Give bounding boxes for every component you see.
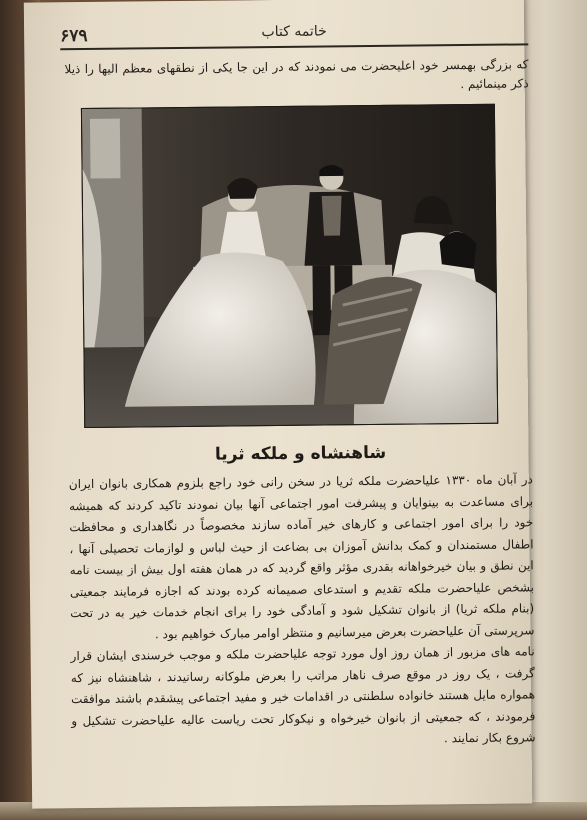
running-title: خاتمه کتاب [261, 23, 327, 41]
book-page [24, 0, 536, 809]
intro-text [64, 55, 528, 98]
body-paragraph-2: نامه های مزبور از همان روز اول مورد توجه علیاحضرت ملکه و موجب خرسندی ایشان قرار گرفت ، یک روز در موقع صرف ناهار مراتب را بعرض ملوکانه رسانیدند ، شاهنشاه نیز که همواره مایل هستند خانواده سلطنتی در اقدامات خیر و مفید اجتماعی پیشقدم باشند موافقت فرمودند ، که جمعیتی از بانوان خیرخواه و نیکوکار تحت ریاست عالیه علیاحضرت تشکیل و شروع بکار نمایند . [70, 644, 536, 746]
body-text [69, 469, 536, 753]
photo-caption: شاهنشاه و ملکه ثریا [214, 442, 387, 465]
photograph [81, 104, 498, 428]
photo-image-icon [82, 105, 497, 427]
body-paragraph-1: در آبان ماه ۱۳۳۰ علیاحضرت ملکه ثریا در سخن رانی خود راجع بلزوم همکاری بانوان ایران برای مساعدت به بینوایان و پیشرفت امور اجتماعی آنها بیان نمودند تاکید کردند که همیشه خود را برای امور اجتماعی و کارهای خیر آماده سازند مخصوصاً در نگاهداری و محافظت اطفال مستمندان و کمک بدانش آموزان بی بضاعت از حیث لباس و لوازمات تحصیلی آنها ، این نطق و بیان خیرخواهانه بقدری مؤثر واقع گردید که در همان هفته اول بیش از بیست نامه بشخص علیاحضرت ملکه تقدیم و استدعای صمیمانه کرده بودند که اجازه فرمایند جمعیتی (بنام ملکه ثریا) از بانوان تشکیل شود و آمادگی خود را برای انجام خدمات خیر به در تحت سرپرستی آن علیاحضرت بعرض میرسانیم و منتظر اوامر مبارک خواهیم بود . [68, 472, 535, 641]
intro-paragraph: که بزرگی بهمسر خود اعلیحضرت می نمودند که در این جا یکی از نطقهای معظم الیها را ذیلا ذکر مینمائیم . [64, 57, 529, 92]
page-number: ۶۷۹ [60, 25, 88, 47]
page-header [60, 15, 528, 50]
